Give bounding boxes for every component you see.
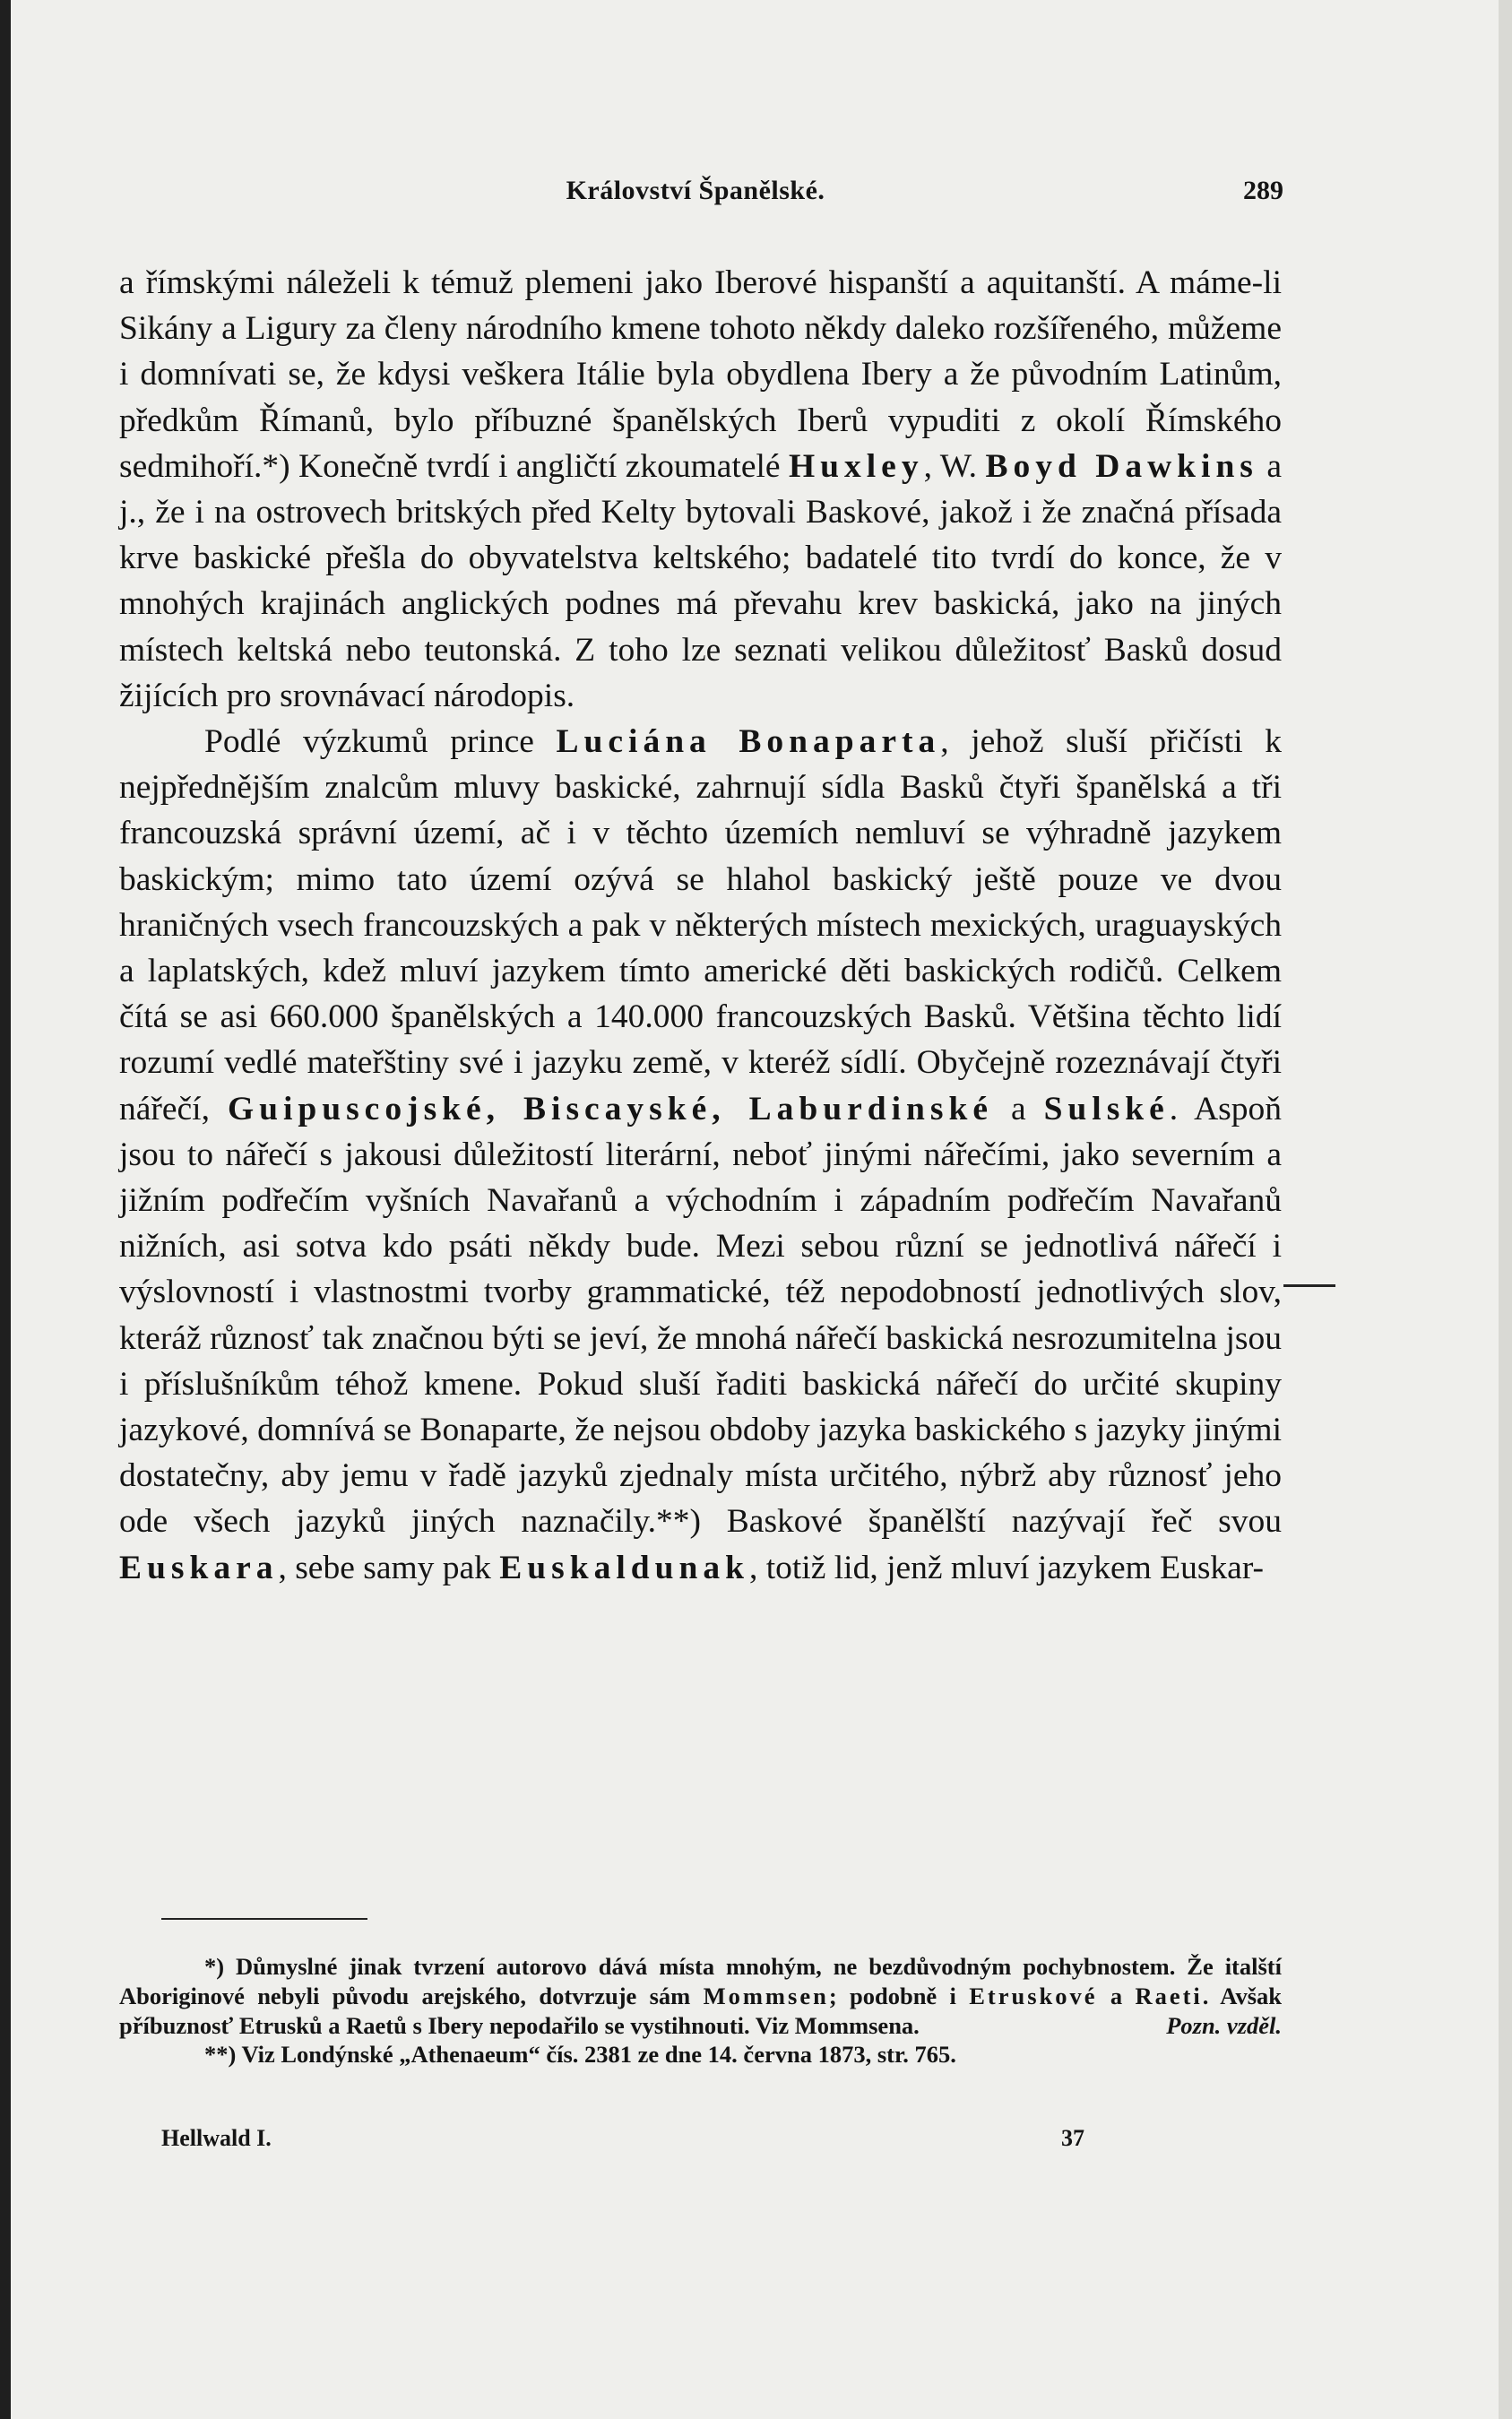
emphasized-name: Guipuscojské, Biscayské, Laburdinské xyxy=(227,1090,993,1127)
footnote-1 xyxy=(119,1952,1282,2040)
text-run: a xyxy=(1097,1982,1136,2009)
emphasized-name: Sulské xyxy=(1043,1090,1170,1127)
emphasized-name: Luciána Bonaparta xyxy=(556,723,941,761)
footer-book-title: Hellwald I. xyxy=(161,2125,272,2151)
page-edge-left xyxy=(0,0,11,2419)
emphasized-name: Boyd Dawkins xyxy=(985,447,1258,485)
body-text xyxy=(119,260,1282,1591)
emphasized-name: Euskaldunak xyxy=(499,1549,749,1586)
text-run: *) Důmyslné jinak tvrzení autorovo dává místa mnohým, ne bezdůvodným pochybnostem. Že italští Aboriginové nebyli původu arejského, dotvrzuje sám xyxy=(119,1953,1282,2009)
text-run: ; podobně i xyxy=(828,1982,970,2009)
text-run: , jehož sluší přičísti k nejpřednějším znalcům mluvy baskické, zahrnují sídla Basků čtyři španělská a tři francouzská správní území, ač i v těchto územích nemluví se výhradně jazykem baskickým; mimo tato území ozývá se hlahol baskický ještě pouze ve dvou hraničných vsech francouzských a pak v některých místech mexických, uraguayských a laplatských, kdež mluví jazykem tímto americké děti baskických rodičů. Celkem čítá se asi 660.000 španělských a 140.000 francouzských Basků. Většina těchto lidí rozumí vedlé mateřštiny své i jazyku země, v kteréž sídlí. Obyčejně rozeznávají čtyři nářečí, xyxy=(119,723,1282,1127)
paragraph-1 xyxy=(119,260,1282,719)
signature-mark: 37 xyxy=(1061,2125,1084,2151)
footnote-2: **) Viz Londýnské „Athenaeum“ čís. 2381 ze dne 14. června 1873, str. 765. xyxy=(204,2041,956,2069)
text-run: a xyxy=(992,1090,1044,1127)
text-run: Podlé výzkumů prince xyxy=(204,723,557,761)
footnotes xyxy=(119,1952,1282,2069)
emphasized-name: Etruskové xyxy=(969,1982,1098,2009)
text-run: . Aspoň jsou to nářečí s jakousi důležitostí literární, neboť jinými nářečími, jako severním a jižním podřečím vyšních Navařanů a východním i západním podřečím Navařanů nižních, asi sotva kdo psáti někdy bude. Mezi sebou různí se jednotlivá nářečí i výslovností i vlastnostmi tvorby grammatické, též nepodobností jednotlivých slov, kteráž různosť tak značnou býti se jeví, že mnohá nářečí baskická nesrozumitelna jsou i příslušníkům téhož kmene. Pokud sluší řaditi baskická nářečí do určité skupiny jazykové, domnívá se Bonaparte, že nejsou obdoby jazyka baskického s jazyky jinými dostatečny, aby jemu v řadě jazyků zjednaly místa určitého, nýbrž aby různosť jeho ode všech jazyků jiných naznačily.**) Baskové španělští nazývají řeč svou xyxy=(119,1090,1282,1541)
footnote-rule xyxy=(161,1918,367,1920)
emphasized-name: Raeti xyxy=(1135,1982,1203,2009)
emphasized-name: Euskara xyxy=(119,1549,279,1586)
text-run: . Avšak příbuznosť Etrusků a Raetů s Ibery nepodařilo se vystihnouti. Viz Mommsena. xyxy=(119,1982,1283,2039)
text-run: a římskými náleželi k témuž plemeni jako Iberové hispanští a aquitanští. A máme-li Sikány a Ligury za členy národního kmene tohoto někdy daleko rozšířeného, můžeme i domnívati se, že kdysi veškera Itálie byla obydlena Ibery a že původním Latinům, předkům Římanů, bylo příbuzné španělských Iberů vypuditi z okolí Římského sedmihoří.*) Konečně tvrdí i angličtí zkoumatelé xyxy=(119,264,1282,485)
margin-dash-mark xyxy=(1283,1284,1335,1287)
paragraph-2 xyxy=(119,719,1282,1591)
emphasized-name: Mommsen xyxy=(703,1982,829,2009)
text-run: , sebe samy pak xyxy=(278,1549,500,1586)
page-edge-right xyxy=(1499,0,1512,2419)
emphasized-name: Huxley xyxy=(788,447,924,485)
page-header xyxy=(108,176,1283,215)
text-run: , totiž lid, jenž mluví jazykem Euskar- xyxy=(748,1549,1265,1586)
page-number: 289 xyxy=(1243,176,1283,205)
footnote-signature: Pozn. vzděl. xyxy=(1166,2011,1282,2039)
page-footer xyxy=(161,2125,1147,2157)
text-run: a j., že i na ostrovech britských před Kelty bytovali Baskové, jakož i že značná přísada krve baskické přešla do obyvatelstva keltského; badatelé tito tvrdí do konce, že v mnohých krajinách anglických podnes má převahu krev baskická, jako na jiných místech keltská nebo teutonská. Z toho lze seznati velikou důležitosť Basků dosud žijících pro srovnávací národopis. xyxy=(119,447,1282,714)
text-run: , W. xyxy=(923,447,986,485)
running-head: Království Španělské. xyxy=(566,176,825,205)
